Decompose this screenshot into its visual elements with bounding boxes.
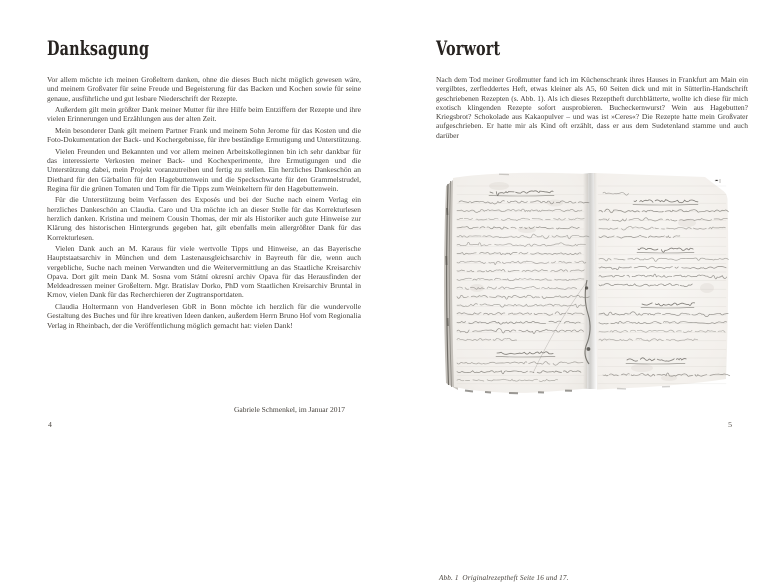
vorwort-body bbox=[436, 75, 748, 140]
notebook-left-page bbox=[452, 173, 588, 393]
paragraph: Für die Unterstützung beim Verfassen des Exposés und bei der Suche nach einem Verlag ein herzliches Dankeschön an Claudia. Caro und Uta möchte ich an dieser Stelle für das Korrekturlesen herzlich danken. Kristina und meinem Cousin Thomas, der mir als Historiker auch gute Hinweise zur Klärung des historischen Hintergrunds gegeben hat, gilt ebenfalls mein allergrößter Dank für das Korrekturlesen. bbox=[47, 195, 361, 242]
paragraph: Außerdem gilt mein größter Dank meiner Mutter für ihre Hilfe beim Entziffern der Rezepte und ihre vielen Erinnerungen und Erzählungen aus der alten Zeit. bbox=[47, 105, 361, 124]
page-number-right: 5 bbox=[728, 420, 732, 429]
page-number-left: 4 bbox=[48, 420, 52, 429]
page-vorwort bbox=[436, 0, 748, 582]
paragraph: Nach dem Tod meiner Großmutter fand ich im Küchenschrank ihres Hauses in Frankfurt am Main ein vergilbtes, zerfleddertes Heft, etwas kleiner als A5, 60 Seiten dick und mit in Sütterlin-Handschrift geschriebenen Rezepten (s. Abb. 1). Als ich dieses Rezeptheft durchblätterte, wollte ich diese für mich exotisch klingenden Rezepte sofort ausprobieren. Bucheckernwurst? Wein aus Hagebutten? Kriegsbrot? Schokolade aus Kakaopulver – und was ist »Ceres«? Die Rezepte hatte mein Großvater aufgeschrieben. Er hatte mir als Kind oft erzählt, dass er aus dem Sudetenland stamme und auch darüber bbox=[436, 75, 748, 140]
page-danksagung bbox=[47, 0, 361, 468]
figure-caption: Abb. 1 Originalrezeptheft Seite 16 und 17. bbox=[439, 574, 569, 582]
author-signature: Gabriele Schmenkel, im Januar 2017 bbox=[233, 405, 345, 414]
paragraph: Vor allem möchte ich meinen Großeltern danken, ohne die dieses Buch nicht möglich gewesen wäre, und meinem Großvater für seine Freude und Begeisterung für das Backen und Kochen sowie für seine genaue, ausführliche und gut lesbare Niederschrift der Rezepte. bbox=[47, 75, 361, 103]
vorwort-title: Vorwort bbox=[436, 36, 501, 60]
danksagung-title: Danksagung bbox=[47, 36, 150, 60]
notebook-photo bbox=[437, 168, 737, 398]
notebook-right-page bbox=[594, 173, 728, 390]
danksagung-body bbox=[47, 75, 361, 330]
paragraph: Mein besonderer Dank gilt meinem Partner Frank und meinem Sohn Jerome für das Kosten und die Foto-Dokumentation der Back- und Kochergebnisse, für ihre beständige Ermutigung und Unterstützung. bbox=[47, 125, 361, 145]
paragraph: Vielen Freunden und Bekannten und vor allem meinen Arbeitskolleginnen bin ich sehr dankbar für das interessierte Verkosten meiner Back- und Kochexperimente, ihre Ermutigungen und die Unterstützung dabei, mein Projekt voranzutreiben und fertig zu stellen. Ein herzliches Dankeschön an Diethard für den Gärballon für den Hagebuttenwein und die Speckschwarte für den Grammelstrudel, Regina für die grünen Tomaten und Tom für die Tipps zum Weinkeltern für den Hagebuttenwein. bbox=[47, 146, 361, 193]
paragraph: Vielen Dank auch an M. Karaus für viele wertvolle Tipps und Hinweise, an das Bayerische Hauptstaatsarchiv in München und dem Lastenausgleichsarchiv in Bayreuth für die, wenn auch vergebliche, Suche nach meinen Verwandten und die Weitervermittlung an das Staatliche Kreisarchiv Opava. Dort gilt mein Dank M. Sosna vom Státní okresní archiv Opava für das Herausfinden der Meldeadressen meiner Großeltern. Mgr. Bratislav Dorko, PhD vom Staatlichen Kreisarchiv Bruntal in Krnov, vielen Dank für das Recherchieren der Zugtransportdaten. bbox=[47, 243, 361, 300]
paragraph: Claudia Holtermann von Handverlesen GbR in Bonn möchte ich herzlich für die wundervolle Gestaltung des Buches und für ihre kreativen Ideen danken, außerdem Herrn Bruno Hof vom Regionalia Verlag in Rheinbach, der die Veröffentlichung möglich gemacht hat: vielen Dank! bbox=[47, 301, 361, 330]
notebook-photo-figure bbox=[437, 168, 737, 582]
